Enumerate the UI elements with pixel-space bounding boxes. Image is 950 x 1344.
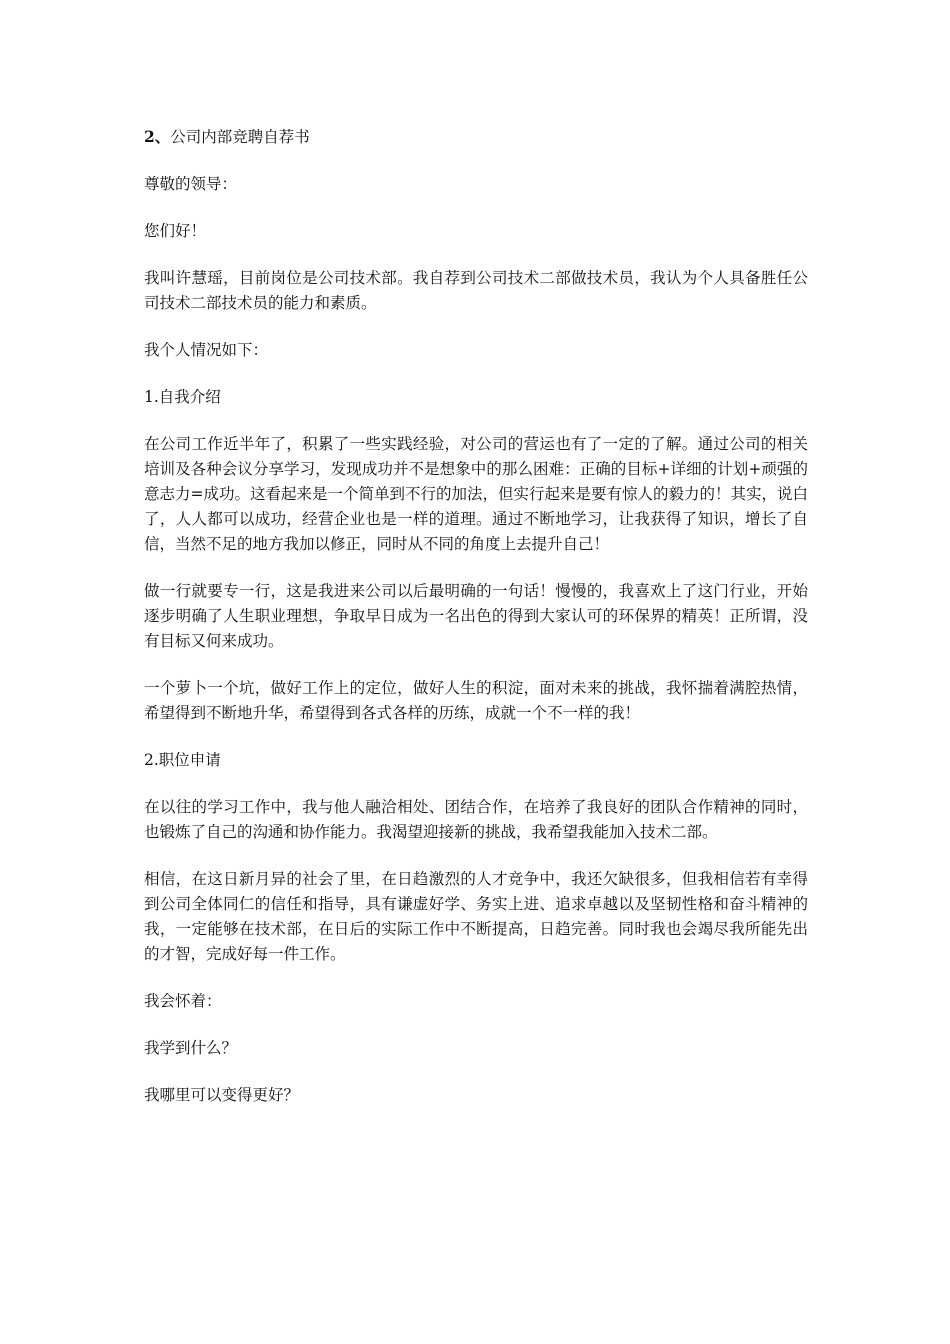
situation-intro: 我个人情况如下： xyxy=(144,341,269,359)
section2-paragraph-1: 在以往的学习工作中，我与他人融洽相处、团结合作，在培养了我良好的团队合作精神的同时，也锻炼了自己的沟通和协作能力。我渴望迎接新的挑战，我希望我能加入技术二部。 xyxy=(144,798,808,841)
salutation: 尊敬的领导： xyxy=(144,175,238,193)
title-text: 公司内部竞聘自荐书 xyxy=(170,128,310,146)
section1-paragraph-3: 一个萝卜一个坑，做好工作上的定位，做好人生的积淀，面对未来的挑战，我怀揣着满腔热情，希望得到不断地升华，希望得到各式各样的历练，成就一个不一样的我！ xyxy=(144,679,808,722)
section2-heading: 2.职位申请 xyxy=(144,751,221,769)
document-body xyxy=(144,124,808,1130)
section1-paragraph-2: 做一行就要专一行，这是我进来公司以后最明确的一句话！慢慢的，我喜欢上了这门行业，开始逐步明确了人生职业理想，争取早日成为一名出色的得到大家认可的环保界的精英！正所谓，没有目标又何来成功。 xyxy=(144,582,808,650)
closing-intro: 我会怀着： xyxy=(144,992,222,1010)
section2-paragraph-2: 相信，在这日新月异的社会了里，在日趋激烈的人才竞争中，我还欠缺很多，但我相信若有幸得到公司全体同仁的信任和指导，具有谦虚好学、务实上进、追求卓越以及坚韧性格和奋斗精神的我，一定能够在技术部，在日后的实际工作中不断提高，日趋完善。同时我也会竭尽我所能先出的才智，完成好每一件工作。 xyxy=(144,870,808,963)
section1-paragraph-1: 在公司工作近半年了，积累了一些实践经验，对公司的营运也有了一定的了解。通过公司的相关培训及各种会议分享学习，发现成功并不是想象中的那么困难：正确的目标+详细的计划+顽强的意志力=成功。这看起来是一个简单到不行的加法，但实行起来是要有惊人的毅力的！其实，说白了，人人都可以成功，经营企业也是一样的道理。通过不断地学习，让我获得了知识，增长了自信，当然不足的地方我加以修正，同时从不同的角度上去提升自己！ xyxy=(144,435,808,553)
greeting: 您们好！ xyxy=(144,222,207,240)
section1-heading: 1.自我介绍 xyxy=(144,388,221,406)
intro-paragraph: 我叫许慧瑶，目前岗位是公司技术部。我自荐到公司技术二部做技术员，我认为个人具备胜任公司技术二部技术员的能力和素质。 xyxy=(144,269,808,312)
question-1: 我学到什么？ xyxy=(144,1039,238,1057)
question-2: 我哪里可以变得更好？ xyxy=(144,1086,300,1104)
title-number: 2、 xyxy=(144,127,171,146)
document-title xyxy=(144,124,808,150)
